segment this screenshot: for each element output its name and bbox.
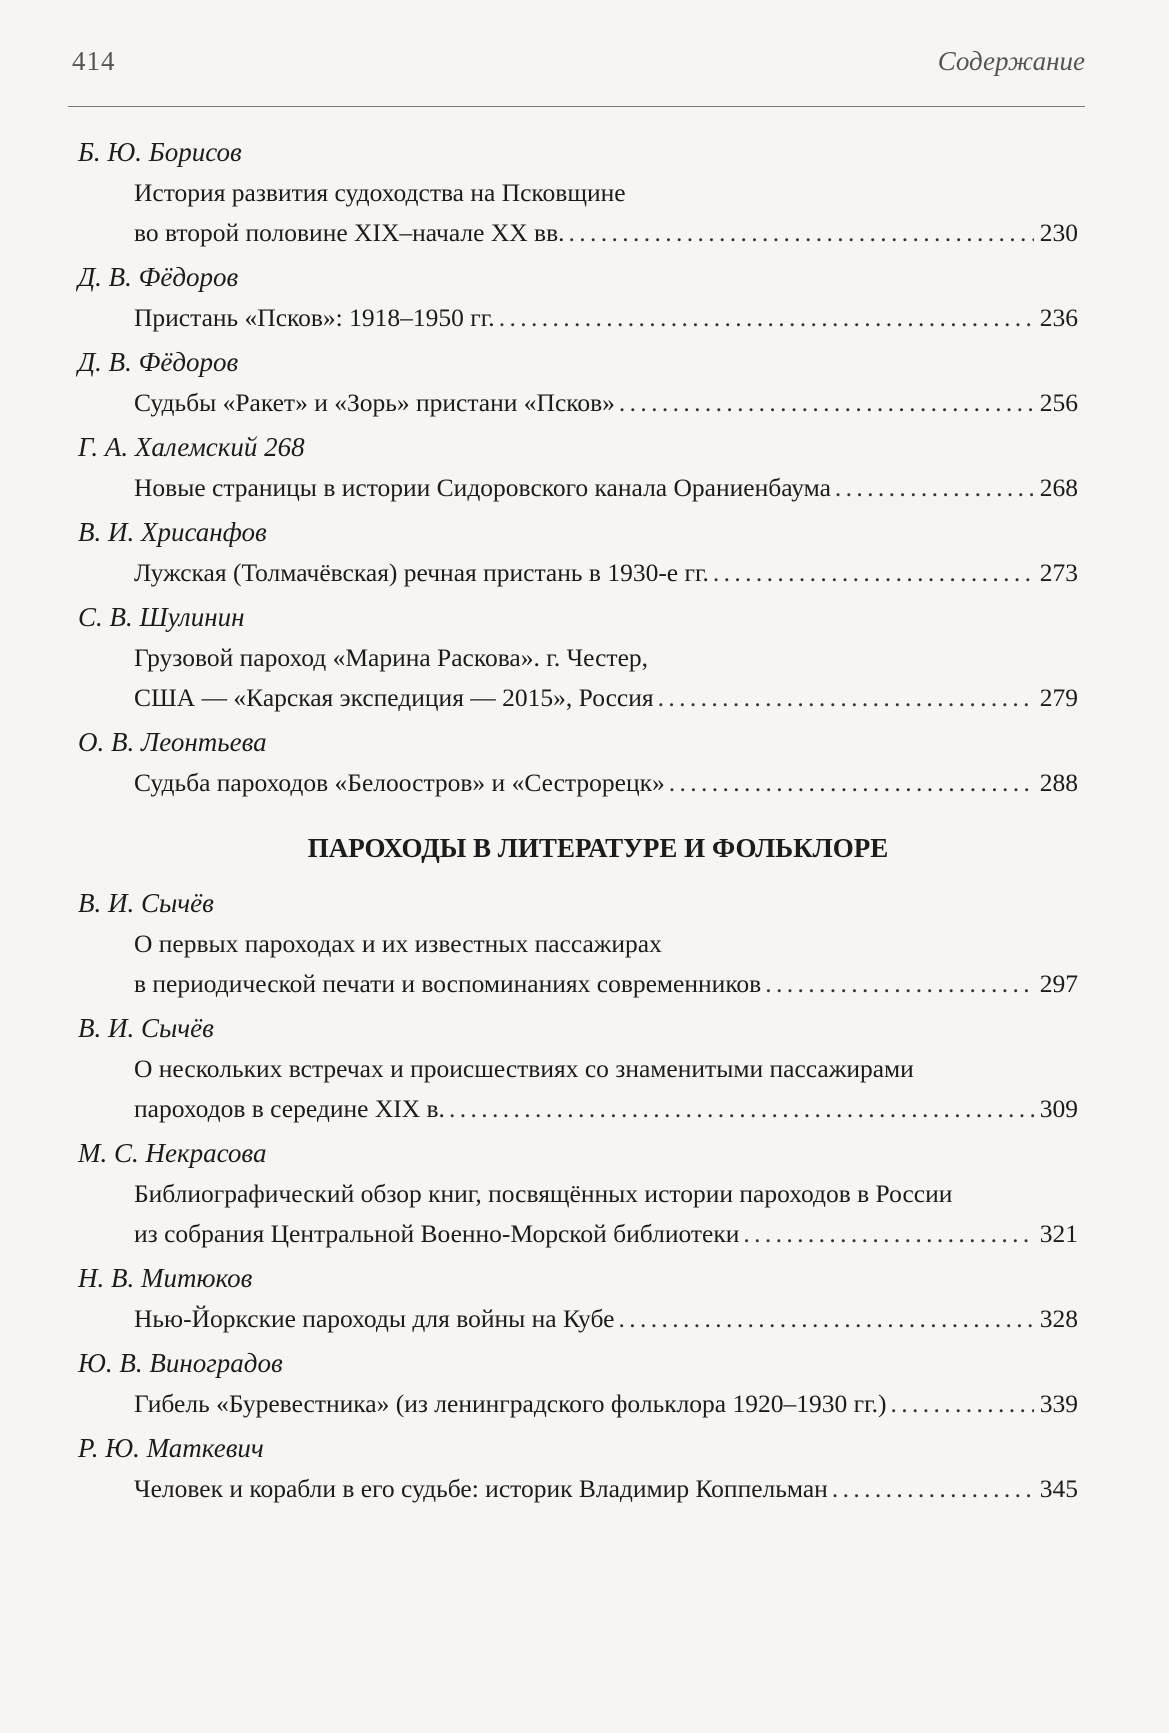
toc-entry xyxy=(78,597,1078,718)
toc-entry xyxy=(78,512,1078,593)
toc-page-number: 273 xyxy=(1039,558,1078,587)
header-rule xyxy=(68,106,1085,107)
toc-title-text: во второй половине XIX–начале XX вв. xyxy=(134,218,565,247)
toc-title-text: Библиографический обзор книг, посвящённых истории пароходов в России xyxy=(134,1179,953,1208)
toc-title-line xyxy=(134,1089,1078,1129)
toc-entry xyxy=(78,722,1078,803)
leader-dots xyxy=(618,1299,1034,1339)
toc-author: Ю. В. Виноградов xyxy=(78,1348,283,1378)
leader-dots xyxy=(832,1469,1034,1509)
toc-title-line xyxy=(134,1469,1078,1509)
toc-title-line xyxy=(134,638,1078,678)
toc-title-text: Гибель «Буревестника» (из ленинградского фольклора 1920–1930 гг.) xyxy=(134,1389,887,1418)
toc-title-line xyxy=(134,964,1078,1004)
leader-dots xyxy=(891,1384,1034,1424)
toc-title-text: США — «Карская экспедиция — 2015», Россия xyxy=(134,683,654,712)
toc-list-top xyxy=(78,132,1078,803)
toc-page-number: 279 xyxy=(1039,683,1078,712)
leader-dots xyxy=(669,763,1034,803)
page-header xyxy=(72,42,1085,82)
toc-entry xyxy=(78,1133,1078,1254)
toc-page-number: 268 xyxy=(1039,473,1078,502)
toc-entry xyxy=(78,1008,1078,1129)
toc-page-number: 328 xyxy=(1039,1304,1078,1333)
toc-entry xyxy=(78,883,1078,1004)
toc-author: М. С. Некрасова xyxy=(78,1138,267,1168)
toc-title-line xyxy=(134,924,1078,964)
leader-dots xyxy=(499,298,1034,338)
toc-title-text: в периодической печати и воспоминаниях современников xyxy=(134,969,762,998)
toc-author: О. В. Леонтьева xyxy=(78,727,267,757)
toc-author: В. И. Хрисанфов xyxy=(78,517,267,547)
table-of-contents xyxy=(78,132,1078,1513)
toc-title-text: Грузовой пароход «Марина Раскова». г. Честер, xyxy=(134,643,649,672)
toc-title-text: Судьбы «Ракет» и «Зорь» пристани «Псков» xyxy=(134,388,615,417)
toc-page-number: 230 xyxy=(1039,218,1078,247)
toc-author: Д. В. Фёдоров xyxy=(78,347,239,377)
running-title: Содержание xyxy=(937,46,1085,76)
toc-title-line xyxy=(134,678,1078,718)
toc-page-number: 339 xyxy=(1039,1389,1078,1418)
toc-page-number: 256 xyxy=(1039,388,1078,417)
toc-title-line xyxy=(134,1174,1078,1214)
toc-page-number: 297 xyxy=(1039,969,1078,998)
toc-author: Д. В. Фёдоров xyxy=(78,262,239,292)
toc-entry xyxy=(78,342,1078,423)
toc-title-line xyxy=(134,298,1078,338)
toc-title-text: Лужская (Толмачёвская) речная пристань в 1930-е гг. xyxy=(134,558,709,587)
toc-title-text: О нескольких встречах и происшествиях со знаменитыми пассажирами xyxy=(134,1054,914,1083)
toc-page-number: 345 xyxy=(1039,1474,1078,1503)
toc-author: С. В. Шулинин xyxy=(78,602,245,632)
page-number: 414 xyxy=(72,46,116,76)
toc-title-line xyxy=(134,468,1078,508)
toc-list-bottom xyxy=(78,883,1078,1509)
toc-title-text: Судьба пароходов «Белоостров» и «Сестрорецк» xyxy=(134,768,665,797)
leader-dots xyxy=(835,468,1034,508)
toc-title-text: из собрания Центральной Военно-Морской библиотеки xyxy=(134,1219,740,1248)
toc-title-text: Пристань «Псков»: 1918–1950 гг. xyxy=(134,303,495,332)
toc-title-text: Новые страницы в истории Сидоровского канала Ораниенбаума xyxy=(134,473,831,502)
toc-title-text: Человек и корабли в его судьбе: историк Владимир Коппельман xyxy=(134,1474,828,1503)
toc-page-number: 288 xyxy=(1039,768,1078,797)
toc-author: Б. Ю. Борисов xyxy=(78,137,242,167)
leader-dots xyxy=(713,553,1034,593)
leader-dots xyxy=(658,678,1034,718)
leader-dots xyxy=(743,1214,1034,1254)
toc-author: В. И. Сычёв xyxy=(78,888,214,918)
leader-dots xyxy=(449,1089,1034,1129)
toc-entry xyxy=(78,1258,1078,1339)
toc-page-number: 321 xyxy=(1039,1219,1078,1248)
toc-entry xyxy=(78,1428,1078,1509)
toc-title-text: История развития судоходства на Псковщине xyxy=(134,178,626,207)
toc-title-line xyxy=(134,1384,1078,1424)
toc-title-line xyxy=(134,383,1078,423)
toc-title-line xyxy=(134,1214,1078,1254)
toc-page-number: 309 xyxy=(1039,1094,1078,1123)
toc-title-line xyxy=(134,553,1078,593)
toc-entry xyxy=(78,1343,1078,1424)
leader-dots xyxy=(765,964,1034,1004)
toc-title-line xyxy=(134,173,1078,213)
toc-author: В. И. Сычёв xyxy=(78,1013,214,1043)
toc-page-number: 236 xyxy=(1039,303,1078,332)
toc-title-line xyxy=(134,763,1078,803)
toc-title-line xyxy=(134,1299,1078,1339)
section-heading: ПАРОХОДЫ В ЛИТЕРАТУРЕ И ФОЛЬКЛОРЕ xyxy=(307,833,889,863)
toc-author: Р. Ю. Маткевич xyxy=(78,1433,264,1463)
toc-entry xyxy=(78,132,1078,253)
toc-title-text: О первых пароходах и их известных пассажирах xyxy=(134,929,662,958)
toc-title-text: пароходов в середине XIX в. xyxy=(134,1094,445,1123)
toc-entry xyxy=(78,257,1078,338)
leader-dots xyxy=(619,383,1034,423)
toc-title-line xyxy=(134,213,1078,253)
toc-title-text: Нью-Йоркские пароходы для войны на Кубе xyxy=(134,1304,615,1333)
leader-dots xyxy=(569,213,1035,253)
toc-author: Г. А. Халемский 268 xyxy=(78,432,305,462)
toc-entry xyxy=(78,427,1078,508)
toc-title-line xyxy=(134,1049,1078,1089)
toc-author: Н. В. Митюков xyxy=(78,1263,253,1293)
